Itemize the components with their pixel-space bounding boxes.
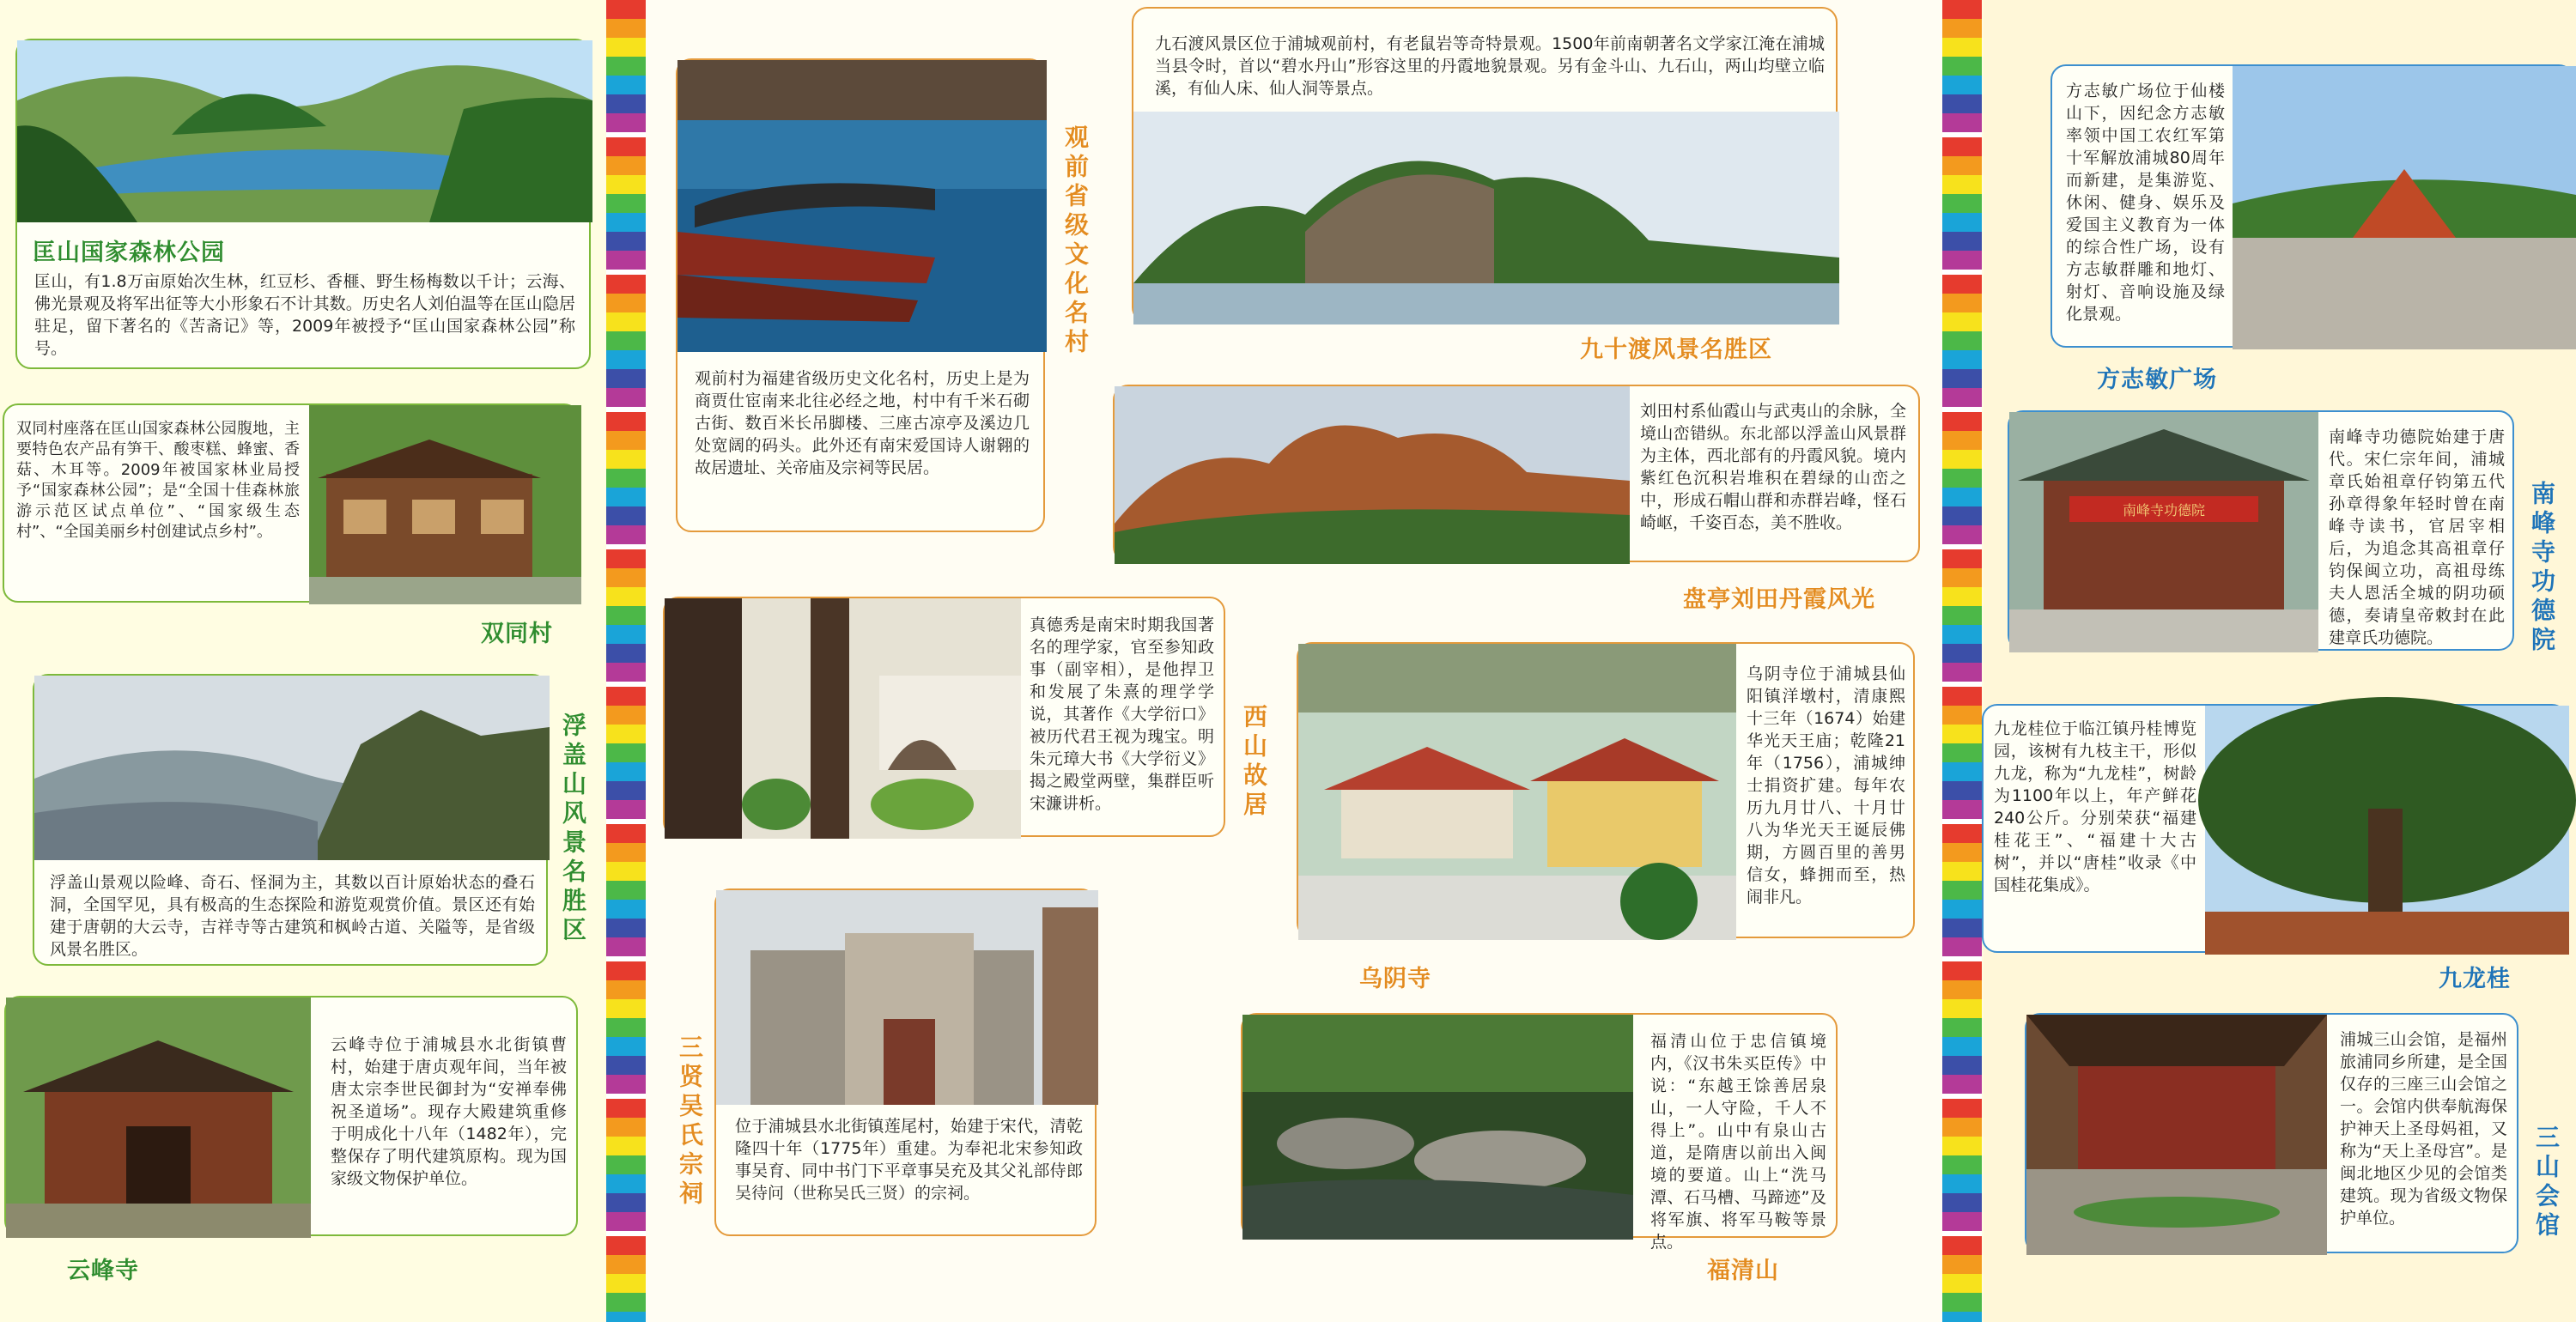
yunfeng-text: 云峰寺位于浦城县水北街镇曹村，始建于唐贞观年间，当年被唐太宗李世民御封为“安禅奉佛祝圣道场”。现存大殿建筑重修于明成化十八年（1482年），完整保存了明代建筑原构。现为国家级文物保护单位。 <box>331 1035 567 1188</box>
xishan-title: 西山故居 <box>1240 704 1268 821</box>
guanqian-title: 观前省级文化名村 <box>1061 124 1090 358</box>
color-strip-left <box>606 0 646 1322</box>
wuyin-title: 乌阴寺 <box>1359 966 1431 992</box>
sanshan-card <box>2025 1013 2518 1253</box>
jiushidu-card <box>1132 7 1838 323</box>
nanfeng-title: 南峰寺功德院 <box>2528 481 2556 656</box>
kuangshan-card <box>15 39 591 369</box>
wuyin-photo <box>1298 644 1736 940</box>
yunfeng-photo <box>6 998 311 1238</box>
xishan-text: 真德秀是南宋时期我国著名的理学家，官至参知政事（副宰相），是他捍卫和发展了朱熹的理学学说，其著作《大学衍口》被历代君王视为瑰宝。明朱元璋大书《大学衍义》揭之殿堂两壁，集群臣听宋濂讲析。 <box>1030 616 1214 813</box>
jiushidu-photo <box>1133 112 1839 324</box>
fangzhimin-text: 方志敏广场位于仙楼山下，因纪念方志敏率领中国工农红军第十军解放浦城80周年而新建，是集游览、休闲、健身、娱乐及爱国主义教育为一体的综合性广场，设有方志敏群雕和地灯、射灯、音响设施及绿化景观。 <box>2066 82 2225 324</box>
fuqing-text: 福清山位于忠信镇境内，《汉书朱买臣传》中说：“东越王馀善居泉山，一人守险，千人不得上”。山中有泉山古道，是隋唐以前出入闽境的要道。山上“洗马潭、石马槽、马蹄迹”及将军旗、将军马鞍等景点。 <box>1650 1032 1826 1252</box>
nanfeng-text: 南峰寺功德院始建于唐代。宋仁宗年间，浦城章氏始祖章仔钧第五代孙章得象年轻时曾在南峰寺读书，官居宰相后，为追念其高祖章仔钧保闽立功，高祖母练夫人恩活全城的阴功硕德，奏请皇帝敕封在此建章氏功德院。 <box>2329 428 2505 647</box>
xishan-photo <box>665 598 1021 839</box>
sanxian-title: 三贤吴氏宗祠 <box>676 1034 704 1210</box>
jiushidu-text: 九石渡风景区位于浦城观前村，有老鼠岩等奇特景观。1500年前南朝著名文学家江淹在浦城当县令时，首以“碧水丹山”形容这里的丹霞地貌景观。另有金斗山、九石山，两山均壁立临溪，有仙人床、仙人洞等景点。 <box>1155 34 1825 98</box>
temple-sign-text: 南峰寺功德院 <box>2122 502 2206 518</box>
jiushidu-title: 九十渡风景名胜区 <box>1580 337 1772 363</box>
xishan-card <box>663 597 1225 837</box>
liutian-title: 盘亭刘田丹霞风光 <box>1683 586 1875 613</box>
wuyin-text: 乌阴寺位于浦城县仙阳镇洋墩村，清康熙十三年（1674）始建华光天王庙；乾隆21年（1756），浦城绅士捐资扩建。每年农历九月廿八、十月廿八为华光天王诞辰佛期，方圆百里的善男信女，蜂拥而至，热闹非凡。 <box>1747 664 1905 907</box>
liutian-text: 刘田村系仙霞山与武夷山的余脉，全境山峦错纵。东北部以浮盖山风景群为主体，西北部有的丹霞风貌。境内紫红色沉积岩堆积在碧绿的山峦之中，形成石帽山群和赤群岩峰，怪石崎岖，千姿百态，美不胜收。 <box>1640 402 1906 532</box>
sanshan-photo <box>2026 1015 2327 1255</box>
fangzhimin-title: 方志敏广场 <box>2097 367 2217 393</box>
guanqian-photo <box>677 60 1047 352</box>
kuangshan-title: 匡山国家森林公园 <box>33 240 225 266</box>
fuqing-title: 福清山 <box>1707 1258 1779 1284</box>
sanshan-text: 浦城三山会馆，是福州旅浦同乡所建，是全国仅存的三座三山会馆之一。会馆内供奉航海保护神天上圣母妈祖，又称为“天上圣母宫”。是闽北地区少见的会馆类建筑。现为省级文物保护单位。 <box>2340 1030 2507 1228</box>
fugaishan-text: 浮盖山景观以险峰、奇石、怪洞为主，其数以百计原始状态的叠石洞，全国罕见，具有极高的生态探险和游览观赏价值。景区还有始建于唐朝的大云寺，吉祥寺等古建筑和枫岭古道、关隘等，是省级风景名胜区。 <box>50 873 535 959</box>
jiulonggui-text: 九龙桂位于临江镇丹桂博览园，该树有九枝主干，形似九龙，称为“九龙桂”，树龄为1100年以上，年产鲜花240公斤。分别荣获“福建桂花王”、“福建十大古树”，并以“唐桂”收录《中国桂花集成》。 <box>1994 719 2196 894</box>
shuangtong-card <box>3 403 580 603</box>
jiulonggui-card <box>1982 704 2567 953</box>
guanqian-card <box>676 58 1045 532</box>
fuqing-card <box>1241 1013 1838 1252</box>
kuangshan-text: 匡山，有1.8万亩原始次生林，红豆杉、香榧、野生杨梅数以千计；云海、佛光景观及将军出征等大小形象石不计其数。历史名人刘伯温等在匡山隐居驻足，留下著名的《苦斋记》等，2009年被授予“匡山国家森林公园”称号。 <box>34 272 575 358</box>
sanshan-title: 三山会馆 <box>2532 1125 2561 1241</box>
fugaishan-photo <box>34 676 550 860</box>
color-strip-right <box>1942 0 1982 1322</box>
wuyin-card <box>1297 642 1915 938</box>
fuqing-photo <box>1242 1015 1633 1240</box>
fangzhimin-card <box>2050 64 2574 348</box>
yunfeng-card <box>4 996 578 1236</box>
sanxian-photo <box>716 890 1098 1105</box>
nanfeng-photo <box>2009 412 2318 652</box>
fugaishan-card <box>33 674 548 966</box>
fangzhimin-photo <box>2233 66 2576 349</box>
yunfeng-title: 云峰寺 <box>67 1258 139 1284</box>
shuangtong-title: 双同村 <box>481 621 553 647</box>
kuangshan-photo <box>17 40 592 222</box>
sanxian-card <box>714 888 1097 1236</box>
jiulonggui-photo <box>2205 706 2569 955</box>
jiulonggui-title: 九龙桂 <box>2439 966 2511 992</box>
liutian-card <box>1113 385 1920 562</box>
shuangtong-text: 双同村座落在匡山国家森林公园腹地，主要特色农产品有笋干、酸枣糕、蜂蜜、香菇、木耳等。2009年被国家林业局授予“国家森林公园”；是“全国十佳森林旅游示范区试点单位”、“国家级生态村”、“全国美丽乡村创建试点乡村”。 <box>16 420 300 541</box>
nanfeng-card <box>2008 410 2514 651</box>
shuangtong-photo <box>309 405 581 604</box>
fugaishan-title: 浮盖山风景名胜区 <box>559 713 587 946</box>
sanxian-text: 位于浦城县水北街镇莲尾村，始建于宋代，清乾隆四十年（1775年）重建。为奉祀北宋参知政事吴育、同中书门下平章事吴充及其父礼部侍郎吴待问（世称吴氏三贤）的宗祠。 <box>735 1117 1083 1203</box>
liutian-photo <box>1115 386 1630 564</box>
guanqian-text: 观前村为福建省级历史文化名村，历史上是为商贾仕宦南来北往必经之地，村中有千米石砌古街、数百米长吊脚楼、三座古凉亭及溪边几处宽阔的码头。此外还有南宋爱国诗人谢翱的故居遗址、关帝庙及宗祠等民居。 <box>695 369 1030 477</box>
